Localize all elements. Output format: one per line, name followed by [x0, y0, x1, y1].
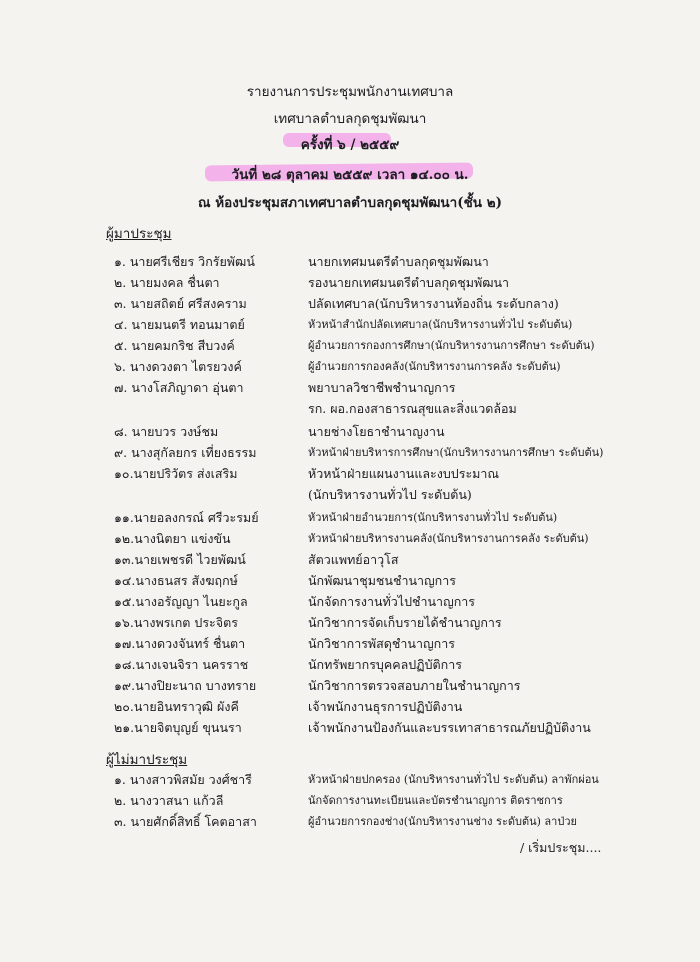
attendee-position: รองนายกเทศมนตรีตำบลกุดชุมพัฒนา — [308, 275, 510, 290]
attendee-name: ๑๘.นางเจนจิรา นครราช — [114, 657, 249, 672]
attendee-position: นักจัดการงานทั่วไปชำนาญการ — [308, 594, 476, 609]
attendee-row — [0, 571, 700, 591]
attendee-name: ๑๓.นายเพชรดี ไวยพัฒน์ — [114, 552, 246, 567]
meeting-venue: ณ ห้องประชุมสภาเทศบาลตำบลกุดชุมพัฒนา(ชั้น ๒) — [197, 195, 503, 211]
attendee-name: ๑๗.นางดวงจันทร์ ชื่นตา — [114, 636, 246, 651]
meeting-date-time: วันที่ ๒๘ ตุลาคม ๒๕๕๙ เวลา ๑๔.๐๐ น. — [231, 167, 469, 183]
attendee-position: พยาบาลวิชาชีพชำนาญการ — [308, 380, 456, 395]
report-title: รายงานการประชุมพนักงานเทศบาล — [246, 84, 454, 100]
attendees-heading: ผู้มาประชุม — [106, 226, 172, 242]
attendee-name: ๓. นายสถิตย์ ศรีสงคราม — [114, 296, 247, 311]
attendee-position: หัวหน้าสำนักปลัดเทศบาล(นักบริหารงานทั่วไป ระดับต้น) — [308, 318, 573, 331]
meeting-number: ครั้งที่ ๖ / ๒๕๕๙ — [300, 137, 400, 153]
attendee-position: ผู้อำนวยการกองการศึกษา(นักบริหารงานการศึกษา ระดับต้น) — [308, 339, 595, 352]
absentee-position: ผู้อำนวยการกองช่าง(นักบริหารงานช่าง ระดับต้น) ลาป่วย — [308, 815, 577, 828]
attendee-row — [0, 550, 700, 570]
attendee-row — [0, 676, 700, 696]
attendee-row — [0, 399, 700, 419]
attendee-position: สัตวแพทย์อาวุโส — [308, 552, 399, 567]
attendee-row — [0, 464, 700, 484]
attendee-position: หัวหน้าฝ่ายอำนวยการ(นักบริหารงานทั่วไป ระดับต้น) — [308, 511, 558, 524]
attendee-row — [0, 592, 700, 612]
attendee-row — [0, 634, 700, 654]
attendee-row — [0, 378, 700, 398]
attendee-row — [0, 357, 700, 377]
attendee-name: ๑๕.นางอรัญญา ไนยะกูล — [114, 594, 248, 609]
attendee-position: ผู้อำนวยการกองคลัง(นักบริหารงานการคลัง ระดับต้น) — [308, 360, 561, 373]
absentee-name: ๒. นางวาสนา แก้วลี — [114, 793, 224, 808]
attendee-row — [0, 443, 700, 463]
attendee-row — [0, 718, 700, 738]
attendee-row — [0, 485, 700, 505]
attendee-name: ๑๙.นางปิยะนาถ บางทราย — [114, 678, 257, 693]
attendee-position: ปลัดเทศบาล(นักบริหารงานท้องถิ่น ระดับกลาง) — [308, 296, 559, 311]
attendee-position: หัวหน้าฝ่ายแผนงานและงบประมาณ — [308, 466, 500, 481]
attendee-row — [0, 655, 700, 675]
attendee-position: รก. ผอ.กองสาธารณสุขและสิ่งแวดล้อม — [308, 401, 517, 416]
attendee-name: ๔. นายมนตรี ทอนมาตย์ — [114, 317, 245, 332]
attendee-position: นักวิชาการจัดเก็บรายได้ชำนาญการ — [308, 615, 502, 630]
attendee-position: นักวิชาการพัสดุชำนาญการ — [308, 636, 455, 651]
absentees-heading: ผู้ไม่มาประชุม — [106, 752, 188, 768]
attendee-row — [0, 315, 700, 335]
absentee-position: หัวหน้าฝ่ายปกครอง (นักบริหารงานทั่วไป ระดับต้น) ลาพักผ่อน — [308, 773, 599, 786]
attendee-row — [0, 422, 700, 442]
attendee-position: นายช่างโยธาชำนาญงาน — [308, 424, 445, 439]
attendee-name: ๑. นายศรีเชียร วิกรัยพัฒน์ — [114, 254, 255, 269]
org-name: เทศบาลตำบลกุดชุมพัฒนา — [273, 111, 427, 127]
attendee-name: ๑๒.นางนิตยา แข่งขัน — [114, 531, 231, 546]
attendee-row — [0, 508, 700, 528]
attendee-name: ๗. นางโสภิญาดา อุ่นตา — [114, 380, 244, 395]
absentee-row — [0, 770, 700, 790]
attendee-row — [0, 273, 700, 293]
attendee-name: ๑๖.นางพรเกต ประจิตร — [114, 615, 238, 630]
attendee-name: ๑๔.นางธนสร สังฆฤกษ์ — [114, 573, 238, 588]
absentee-name: ๓. นายศักดิ์สิทธิ์ โคตอาสา — [114, 814, 257, 829]
attendee-name: ๙. นางสุกัลยกร เที่ยงธรรม — [114, 445, 257, 460]
attendee-position: นักทรัพยากรบุคคลปฏิบัติการ — [308, 657, 462, 672]
attendee-position: หัวหน้าฝ่ายบริหารการศึกษา(นักบริหารงานการศึกษา ระดับต้น) — [308, 446, 604, 459]
absentee-row — [0, 812, 700, 832]
attendee-position: นักวิชาการตรวจสอบภายในชำนาญการ — [308, 678, 521, 693]
attendee-position: (นักบริหารงานทั่วไป ระดับต้น) — [308, 487, 472, 502]
attendee-name: ๕. นายคมกริช สีบวงค์ — [114, 338, 235, 353]
attendee-name: ๒๑.นายจิตบุญย์ ขุนนรา — [114, 720, 242, 735]
attendee-row — [0, 252, 700, 272]
absentee-position: นักจัดการงานทะเบียนและบัตรชำนาญการ ติดราชการ — [308, 794, 563, 807]
attendee-name: ๑๑.นายอลงกรณ์ ศรีวะรมย์ — [114, 510, 259, 525]
absentee-row — [0, 791, 700, 811]
attendee-name: ๒. นายมงคล ชื่นตา — [114, 275, 220, 290]
attendee-row — [0, 613, 700, 633]
attendee-row — [0, 294, 700, 314]
attendee-name: ๒๐.นายอินทราวุฒิ ผังคี — [114, 699, 239, 714]
attendee-name: ๘. นายบวร วงษ์ชม — [114, 424, 219, 439]
attendee-row — [0, 336, 700, 356]
attendee-name: ๖. นางดวงตา ไตรยวงค์ — [114, 359, 242, 374]
attendee-position: นายกเทศมนตรีตำบลกุดชุมพัฒนา — [308, 254, 489, 269]
continue-note: / เริ่มประชุม.... — [520, 840, 602, 855]
attendee-row — [0, 529, 700, 549]
attendee-name: ๑๐.นายปริวัตร ส่งเสริม — [114, 466, 238, 481]
attendee-position: นักพัฒนาชุมชนชำนาญการ — [308, 573, 456, 588]
attendee-position: เจ้าพนักงานป้องกันและบรรเทาสาธารณภัยปฏิบัติงาน — [308, 720, 591, 735]
attendee-position: หัวหน้าฝ่ายบริหารงานคลัง(นักบริหารงานการคลัง ระดับต้น) — [308, 532, 589, 545]
attendee-row — [0, 697, 700, 717]
attendee-position: เจ้าพนักงานธุรการปฏิบัติงาน — [308, 699, 463, 714]
absentee-name: ๑. นางสาวพิสมัย วงศ์ชารี — [114, 772, 252, 787]
